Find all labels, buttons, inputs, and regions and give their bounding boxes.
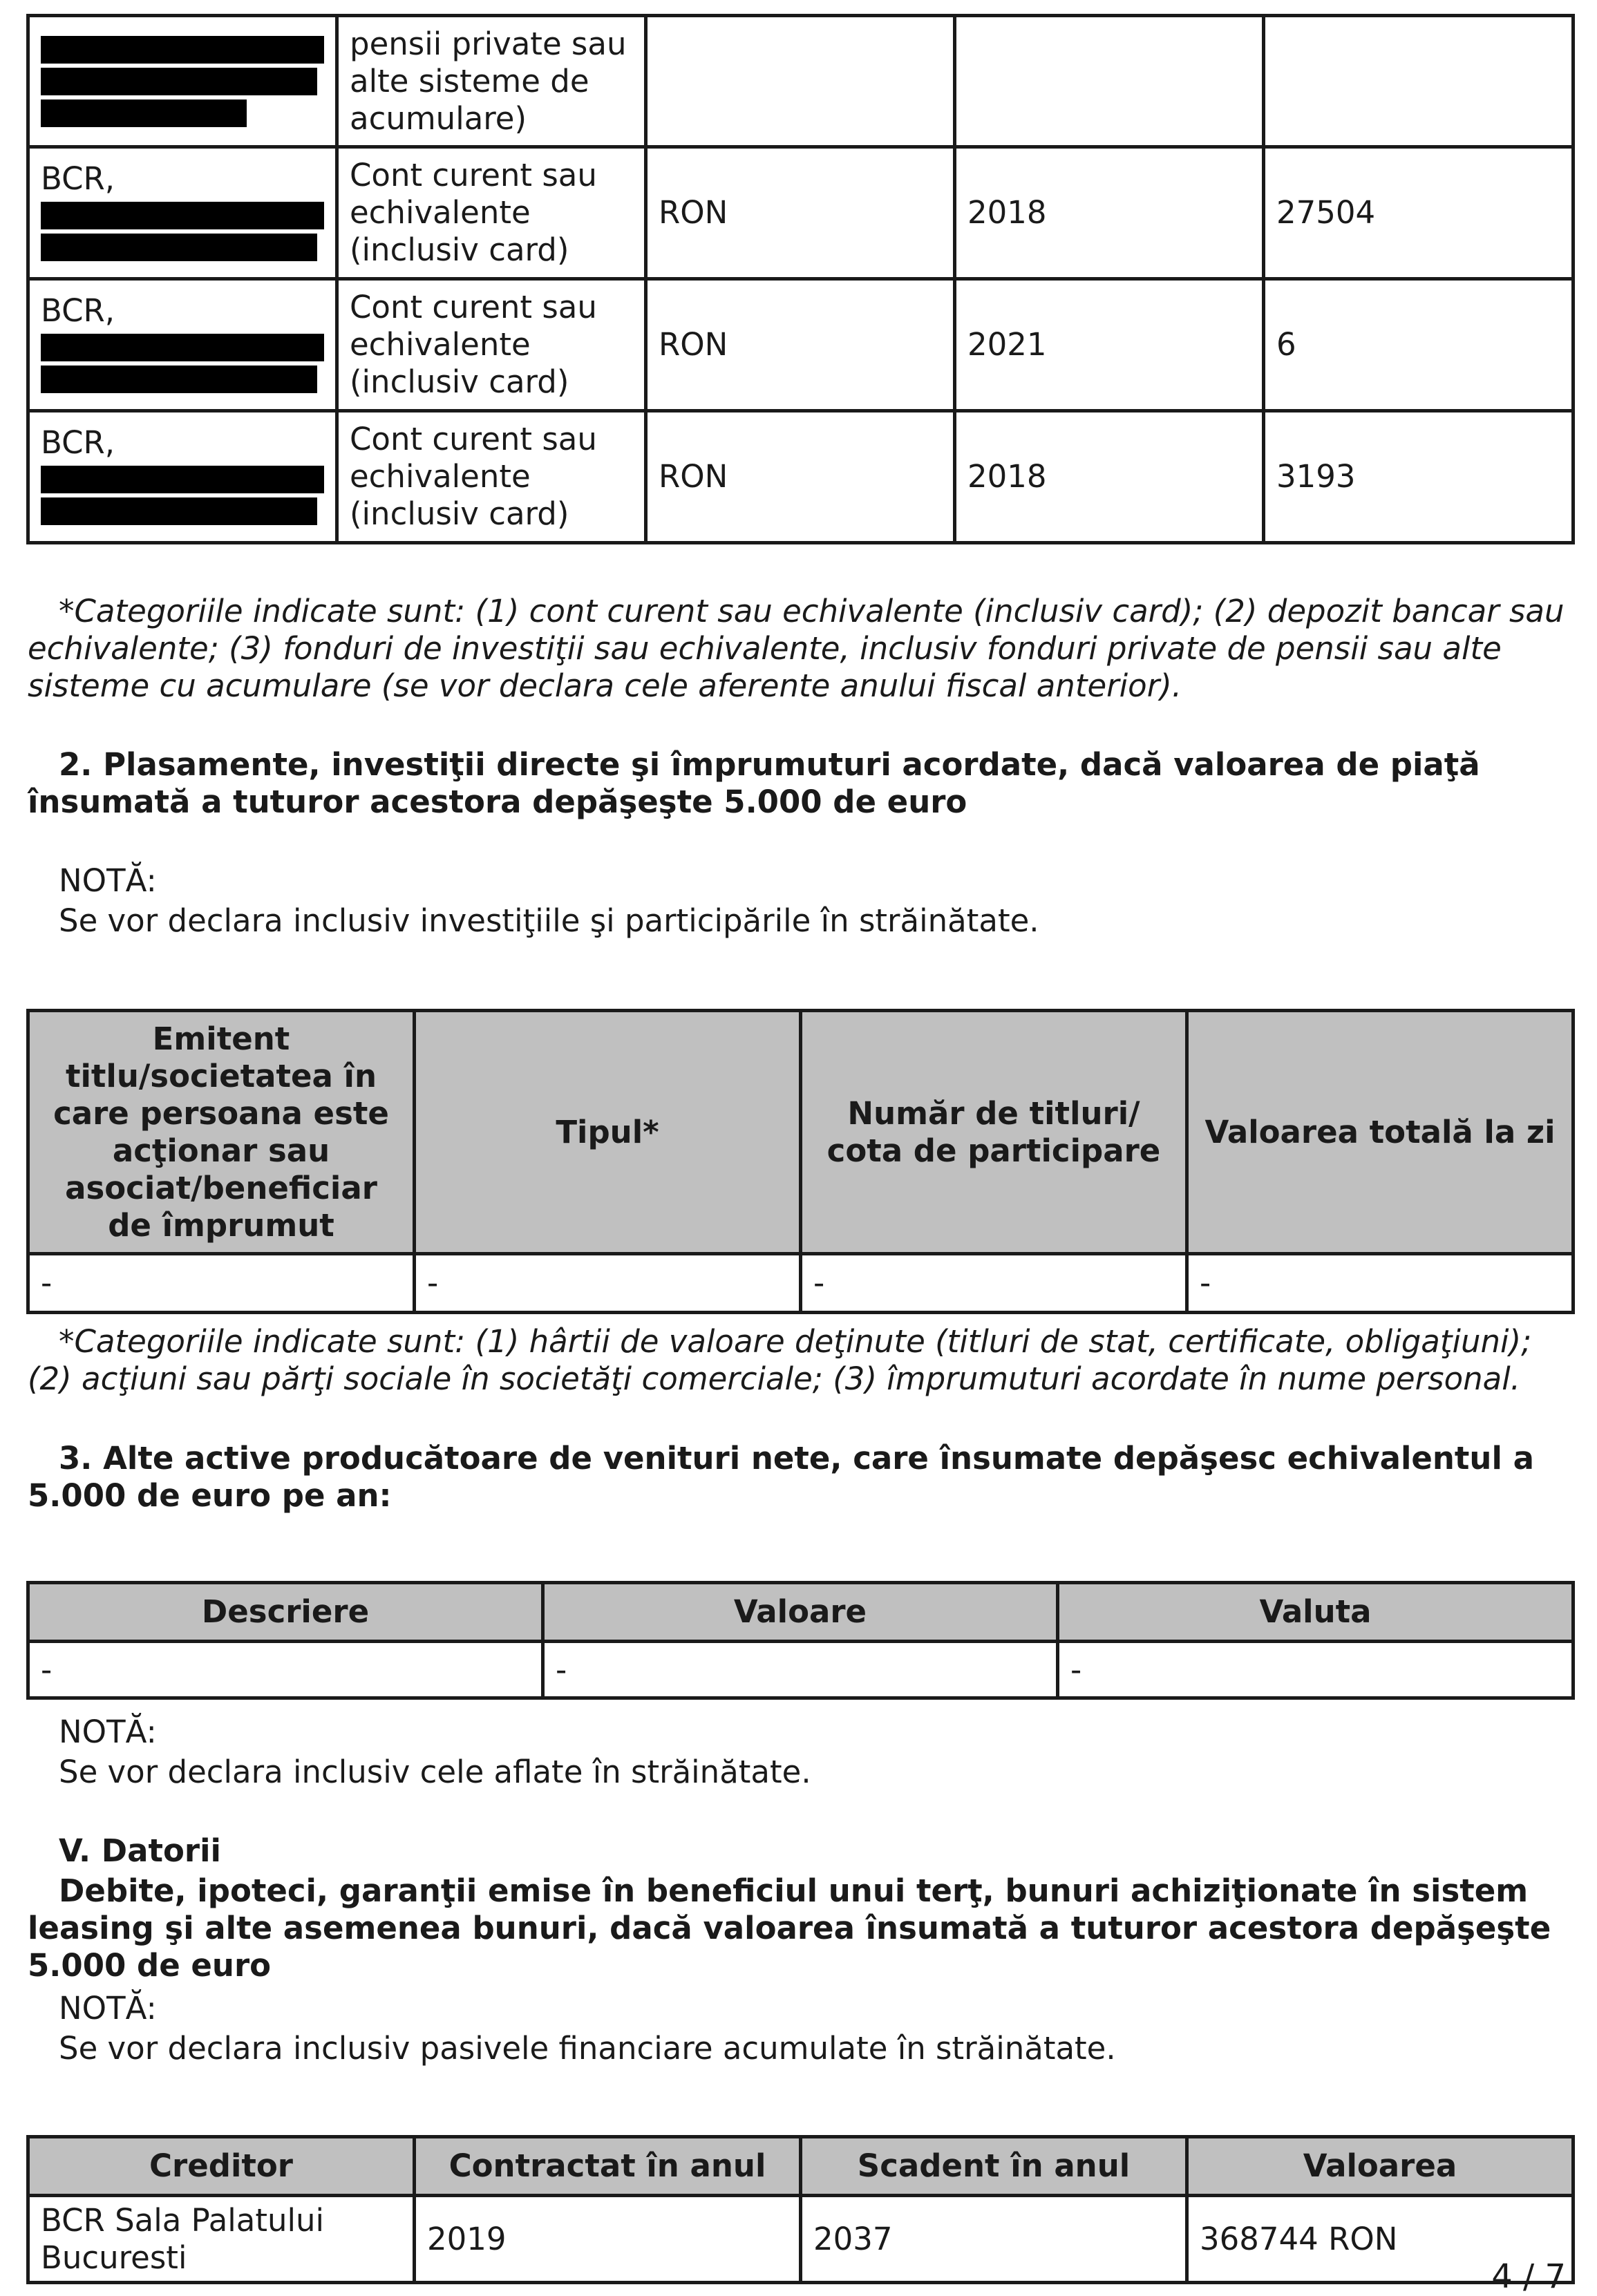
table-row (28, 2196, 1574, 2283)
table-row (28, 147, 1574, 279)
currency-cell: RON (646, 411, 955, 543)
section-5-nota-label: NOTĂ: (59, 1990, 157, 2027)
table-cell: - (801, 1254, 1187, 1313)
section-5-title: V. Datorii (59, 1832, 221, 1869)
redaction-bar (41, 99, 247, 127)
column-header: Număr de titluri/ cota de participare (801, 1011, 1187, 1254)
column-header: Emitent titlu/societatea în care persoana este acţionar sau asociat/beneficiar de împrumut (28, 1011, 415, 1254)
section-3-nota-label: NOTĂ: (59, 1714, 157, 1750)
table-row (28, 411, 1574, 543)
table-row (28, 1642, 1574, 1698)
institution-cell (28, 147, 337, 279)
institution-name: BCR, (41, 160, 115, 197)
column-header: Valuta (1058, 1583, 1574, 1642)
due-year-cell: 2037 (801, 2196, 1187, 2283)
redaction-bar (41, 466, 324, 493)
column-header: Scadent în anul (801, 2137, 1187, 2196)
redaction-bar (41, 334, 324, 361)
debts-table (26, 2135, 1575, 2284)
currency-cell (646, 16, 955, 147)
currency-cell: RON (646, 279, 955, 411)
section-5-nota-text: Se vor declara inclusiv pasivele financiare acumulate în străinătate. (59, 2030, 1116, 2067)
institution-cell (28, 411, 337, 543)
section-2-nota-text: Se vor declara inclusiv investiţiile şi participările în străinătate. (59, 902, 1039, 939)
column-header: Contractat în anul (415, 2137, 801, 2196)
column-header: Valoarea (1187, 2137, 1574, 2196)
year-cell (955, 16, 1264, 147)
table-cell: - (543, 1642, 1058, 1698)
table-cell: - (415, 1254, 801, 1313)
account-type-cell: Cont curent sau echivalente (inclusiv card) (337, 411, 646, 543)
year-cell: 2018 (955, 147, 1264, 279)
redaction-bar (41, 497, 317, 525)
institution-cell (28, 16, 337, 147)
table-row (28, 1254, 1574, 1313)
value-cell: 368744 RON (1187, 2196, 1574, 2283)
account-type-cell: Cont curent sau echivalente (inclusiv card) (337, 147, 646, 279)
section-2-heading: 2. Plasamente, investiţii directe şi împrumuturi acordate, dacă valoarea de piaţă însumată a tuturor acestora depăşeşte 5.000 de euro (28, 746, 1480, 820)
table-header-row (28, 1583, 1574, 1642)
redaction-bar (41, 68, 317, 95)
section-3-heading: 3. Alte active producătoare de venituri nete, care însumate depăşesc echivalentul a 5.000 de euro pe an: (28, 1440, 1534, 1514)
redaction-bar (41, 36, 324, 64)
year-cell: 2021 (955, 279, 1264, 411)
institution-name: BCR, (41, 424, 115, 461)
investments-table (26, 1009, 1575, 1314)
accounts-table (26, 14, 1575, 544)
section-5-heading: Debite, ipoteci, garanţii emise în beneficiul unui terţ, bunuri achiziţionate în sistem leasing şi alte asemenea bunuri, dacă valoarea însumată a tuturor acestora depăşeşte 5.000 de euro (28, 1872, 1551, 1984)
redaction-bar (41, 366, 317, 393)
redaction-bar (41, 202, 324, 229)
column-header: Creditor (28, 2137, 415, 2196)
table-cell: - (1058, 1642, 1574, 1698)
table-cell: - (28, 1254, 415, 1313)
creditor-cell: BCR Sala Palatului Bucuresti (28, 2196, 415, 2283)
institution-name: BCR, (41, 292, 115, 329)
column-header: Valoare (543, 1583, 1058, 1642)
table-cell: - (28, 1642, 543, 1698)
page-number: 4 / 7 (1491, 2257, 1566, 2296)
institution-cell (28, 279, 337, 411)
section-3-nota-text: Se vor declara inclusiv cele aflate în străinătate. (59, 1754, 811, 1790)
year-cell: 2018 (955, 411, 1264, 543)
table-header-row (28, 2137, 1574, 2196)
column-header: Valoarea totală la zi (1187, 1011, 1574, 1254)
value-cell: 3193 (1264, 411, 1574, 543)
currency-cell: RON (646, 147, 955, 279)
value-cell: 27504 (1264, 147, 1574, 279)
table-header-row (28, 1011, 1574, 1254)
account-type-cell: Cont curent sau echivalente (inclusiv card) (337, 279, 646, 411)
account-type-cell: pensii private sau alte sisteme de acumulare) (337, 16, 646, 147)
table-row (28, 279, 1574, 411)
value-cell: 6 (1264, 279, 1574, 411)
other-assets-table (26, 1581, 1575, 1700)
section-2-categories-note: *Categoriile indicate sunt: (1) hârtii de valoare deţinute (titluri de stat, certificate, obligaţiuni); (2) acţiuni sau părţi sociale în societăţi comerciale; (3) împrumuturi acordate în nume personal. (28, 1323, 1532, 1397)
redaction-bar (41, 234, 317, 261)
column-header: Tipul* (415, 1011, 801, 1254)
categories-note: *Categoriile indicate sunt: (1) cont curent sau echivalente (inclusiv card); (2) depozit bancar sau echivalente; (3) fonduri de investiţii sau echivalente, inclusiv fonduri private de pensii sau alte sisteme cu acumulare (se vor declara cele aferente anului fiscal anterior). (28, 593, 1565, 704)
column-header: Descriere (28, 1583, 543, 1642)
table-row (28, 16, 1574, 147)
section-2-nota-label: NOTĂ: (59, 862, 157, 899)
contracted-year-cell: 2019 (415, 2196, 801, 2283)
value-cell (1264, 16, 1574, 147)
table-cell: - (1187, 1254, 1574, 1313)
